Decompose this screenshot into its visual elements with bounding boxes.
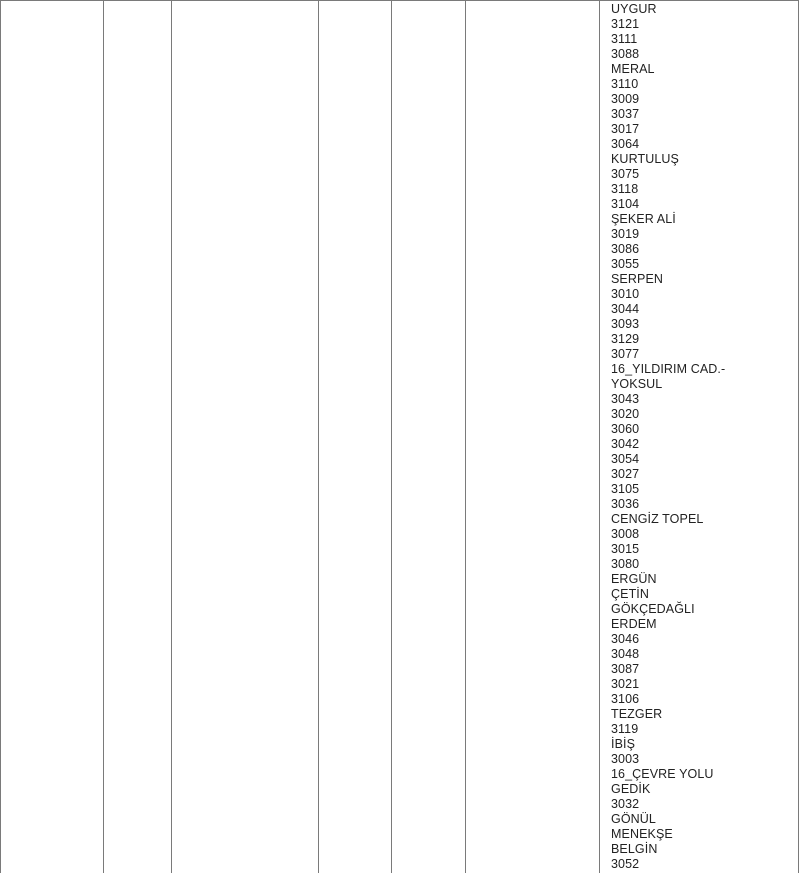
list-item: 3118: [611, 182, 639, 196]
list-item: 3093: [611, 317, 640, 331]
list-item: TEZGER: [611, 707, 663, 721]
list-item: 16_YILDIRIM CAD.-: [611, 362, 726, 376]
list-item: 3037: [611, 107, 640, 121]
list-item: 3036: [611, 497, 640, 511]
list-item: GÖNÜL: [611, 812, 656, 826]
column-divider: [391, 1, 392, 873]
column-divider: [318, 1, 319, 873]
column-divider: [599, 1, 600, 873]
list-item: YOKSUL: [611, 377, 663, 391]
list-item: 3080: [611, 557, 640, 571]
list-item: ÇETİN: [611, 587, 649, 601]
list-item: 3010: [611, 287, 640, 301]
list-item: MENEKŞE: [611, 827, 673, 841]
list-item: 3106: [611, 692, 640, 706]
column-divider: [103, 1, 104, 873]
street-list-cell: [611, 2, 797, 872]
list-item: 3043: [611, 392, 640, 406]
list-item: 3077: [611, 347, 640, 361]
list-item: 3111: [611, 32, 638, 46]
column-divider: [465, 1, 466, 873]
list-item: 3055: [611, 257, 640, 271]
list-item: GÖKÇEDAĞLI: [611, 602, 695, 616]
list-item: 3121: [611, 17, 640, 31]
list-item: 3020: [611, 407, 640, 421]
list-item: 16_ÇEVRE YOLU: [611, 767, 714, 781]
list-item: 3003: [611, 752, 640, 766]
list-item: 3015: [611, 542, 640, 556]
column-divider: [171, 1, 172, 873]
list-item: 3027: [611, 467, 640, 481]
list-item: MERAL: [611, 62, 655, 76]
list-item: 3019: [611, 227, 640, 241]
list-item: 3087: [611, 662, 640, 676]
list-item: 3075: [611, 167, 640, 181]
list-item: ERGÜN: [611, 572, 657, 586]
list-item: 3008: [611, 527, 640, 541]
list-item: 3060: [611, 422, 640, 436]
list-item: 3046: [611, 632, 640, 646]
list-item: 3105: [611, 482, 640, 496]
list-item: GEDİK: [611, 782, 651, 796]
list-item: BELGİN: [611, 842, 658, 856]
list-item: ERDEM: [611, 617, 657, 631]
list-item: SERPEN: [611, 272, 664, 286]
list-item: 3052: [611, 857, 640, 871]
list-item: 3032: [611, 797, 640, 811]
list-item: 3042: [611, 437, 640, 451]
list-item: CENGİZ TOPEL: [611, 512, 704, 526]
list-item: 3104: [611, 197, 640, 211]
list-item: 3017: [611, 122, 640, 136]
list-item: 3129: [611, 332, 640, 346]
list-item: UYGUR: [611, 2, 657, 16]
list-item: 3064: [611, 137, 640, 151]
list-item: 3054: [611, 452, 640, 466]
list-item: 3086: [611, 242, 640, 256]
list-item: 3009: [611, 92, 640, 106]
list-item: ŞEKER ALİ: [611, 212, 676, 226]
list-item: 3021: [611, 677, 640, 691]
list-item: KURTULUŞ: [611, 152, 679, 166]
list-item: 3119: [611, 722, 639, 736]
list-item: 3088: [611, 47, 640, 61]
list-item: 3048: [611, 647, 640, 661]
list-item: 3044: [611, 302, 640, 316]
list-item: 3110: [611, 77, 639, 91]
list-item: İBİŞ: [611, 737, 636, 751]
